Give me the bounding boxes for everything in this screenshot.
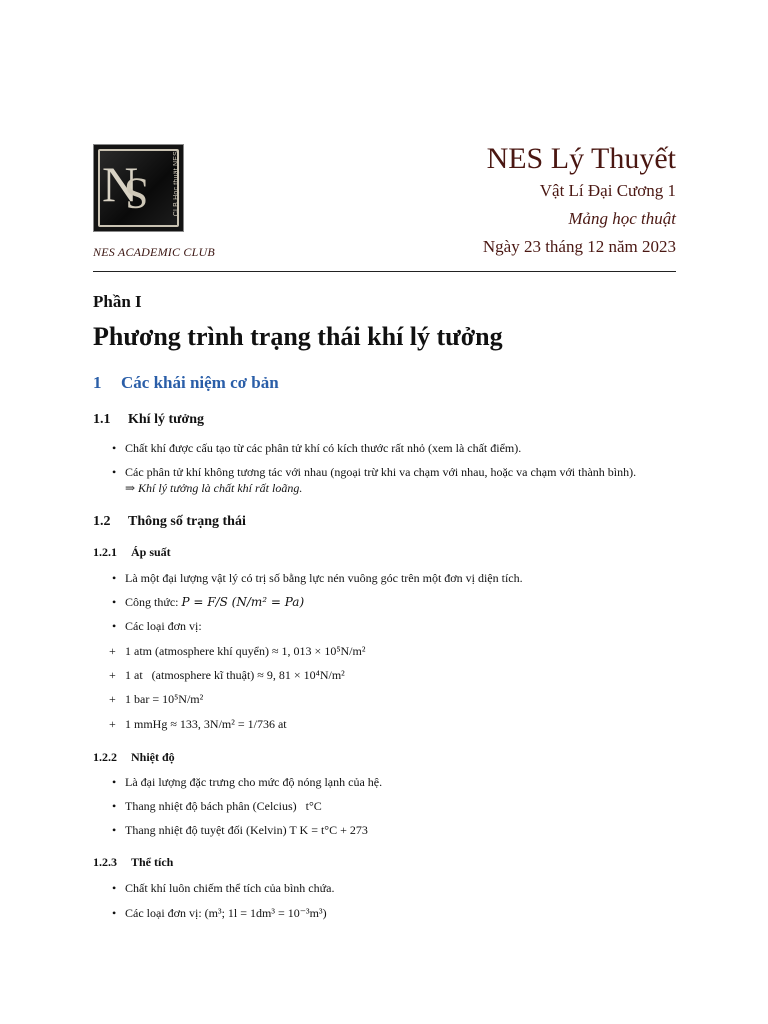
list-item: • Chất khí luôn chiếm thể tích của bình chứa.	[112, 881, 335, 895]
bullet-icon: •	[112, 441, 117, 455]
list-item: • Công thức: P = F/S (N/m² = Pa)	[112, 595, 305, 609]
bullet-icon: •	[112, 906, 117, 920]
subsubsection-title: Thể tích	[131, 855, 174, 869]
doc-department: Mảng học thuật	[568, 209, 676, 228]
subsection-number: 1.1	[93, 412, 111, 427]
conclusion-text: ⇒ Khí lý tưởng là chất khí rất loãng.	[125, 481, 303, 495]
list-item: • Thang nhiệt độ tuyệt đối (Kelvin) T K = t°C + 273	[112, 823, 368, 837]
plus-marker-icon: +	[109, 717, 116, 731]
bullet-icon: •	[112, 619, 117, 633]
section-title: Các khái niệm cơ bản	[121, 373, 279, 392]
chapter-heading: Phương trình trạng thái khí lý tưởng	[93, 322, 503, 351]
bullet-icon: •	[112, 775, 117, 789]
section-number: 1	[93, 373, 102, 392]
list-item: • Là đại lượng đặc trưng cho mức độ nóng lạnh của hệ.	[112, 775, 383, 789]
doc-title: NES Lý Thuyết	[486, 142, 676, 175]
list-item	[112, 464, 636, 496]
unit-item: + 1 mmHg ≈ 133, 3N/m² = 1/736 at	[109, 717, 287, 731]
subsubsection-title: Nhiệt độ	[131, 750, 175, 764]
list-item: • Là một đại lượng vật lý có trị số bằng lực nén vuông góc trên một đơn vị diện tích.	[112, 571, 523, 585]
logo-monogram-n-icon: N	[102, 156, 133, 212]
item-text: Các phân tử khí không tương tác với nhau (ngoại trừ khi va chạm với nhau, hoặc va chạm với thành bình).	[125, 465, 637, 479]
bullet-icon: •	[112, 595, 117, 609]
list-item: • Chất khí được cấu tạo từ các phân tử khí có kích thước rất nhỏ (xem là chất điểm).	[112, 441, 522, 455]
bullet-icon: •	[112, 571, 117, 585]
subsubsection-heading-1-2-2	[93, 750, 175, 765]
list-item: • Các loại đơn vị: (m³; 1l = 1dm³ = 10⁻³m³)	[112, 906, 327, 920]
subsubsection-heading-1-2-3	[93, 855, 173, 870]
subsubsection-heading-1-2-1	[93, 545, 171, 560]
nes-logo	[93, 144, 184, 232]
subsection-title: Thông số trạng thái	[128, 514, 246, 529]
subsection-title: Khí lý tưởng	[128, 412, 205, 427]
list-item: • Các loại đơn vị:	[112, 619, 202, 633]
subsection-number: 1.2	[93, 514, 111, 529]
doc-date: Ngày 23 tháng 12 năm 2023	[482, 237, 676, 256]
bullet-icon: •	[112, 465, 117, 479]
plus-marker-icon: +	[109, 644, 116, 658]
subsubsection-number: 1.2.1	[93, 545, 117, 559]
bullet-icon: •	[112, 881, 117, 895]
pressure-formula: P = F/S (N/m² = Pa)	[181, 595, 305, 609]
doc-subtitle: Vật Lí Đại Cương 1	[539, 181, 676, 200]
plus-marker-icon: +	[109, 668, 116, 682]
logo-monogram-s-icon: S	[124, 169, 149, 218]
logo-caption: CLB Học thuật NES	[173, 151, 180, 217]
bullet-icon: •	[112, 823, 117, 837]
unit-item: + 1 atm (atmosphere khí quyển) ≈ 1, 013 × 10⁵N/m²	[109, 644, 366, 658]
plus-marker-icon: +	[109, 692, 116, 706]
unit-item: + 1 at (atmosphere kĩ thuật) ≈ 9, 81 × 10⁴N/m²	[109, 668, 345, 682]
subsubsection-number: 1.2.2	[93, 750, 117, 764]
club-name: NES ACADEMIC CLUB	[93, 245, 215, 259]
subsection-heading-1-1	[93, 412, 204, 428]
part-heading: Phần I	[93, 292, 142, 311]
unit-item: + 1 bar = 10⁵N/m²	[109, 692, 204, 706]
subsubsection-number: 1.2.3	[93, 855, 117, 869]
section-heading-1	[93, 373, 279, 393]
list-item: • Thang nhiệt độ bách phân (Celcius) t°C	[112, 799, 322, 813]
subsubsection-title: Áp suất	[131, 545, 171, 559]
header-divider	[93, 271, 676, 272]
subsection-heading-1-2	[93, 514, 246, 530]
bullet-icon: •	[112, 799, 117, 813]
